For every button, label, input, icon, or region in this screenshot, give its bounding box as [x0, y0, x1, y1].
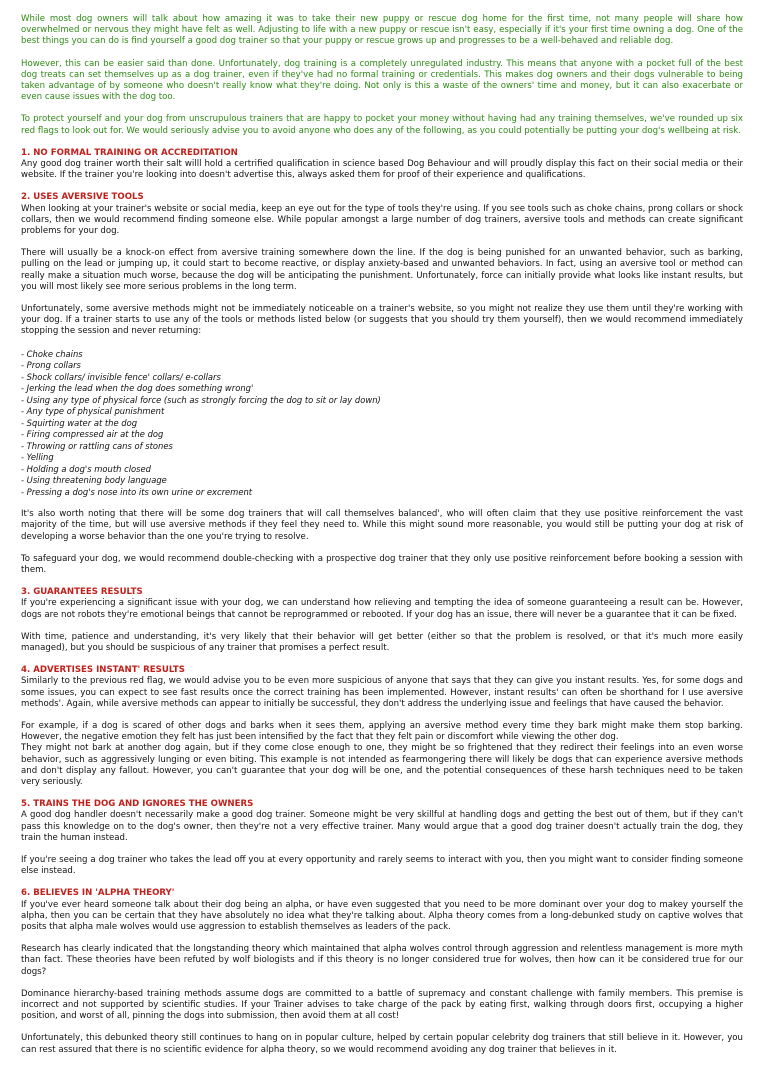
section-paragraph: With time, patience and understanding, it's very likely that their behavior will get better (either so that the problem is resolved, or that it's much more easily managed), but you should be suspicious of any trainer that promises a perfect result.: [21, 631, 743, 653]
list-item: - Shock collars/ invisible fence' collars/ e-collars: [21, 371, 221, 382]
list-item: - Prong collars: [21, 360, 81, 371]
section-paragraph: It's also worth noting that there will be some dog trainers that will call themselves balanced', who will often claim that they use positive reinforcement the vast majority of the time, but will use aversive methods if they feel they need to. While this might sound more reasonable, you would still be putting your dog at risk of developing a worse behavior than the one you're trying to resolve.: [21, 509, 743, 542]
section-paragraph: Research has clearly indicated that the longstanding theory which maintained that alpha wolves control through aggression and relentless management is more myth than fact. These theories have been refuted by wolf biologists and if this theory is no longer considered true for wolves, then how can it be considered true for our dogs?: [21, 944, 743, 977]
section-guarantees-results: [21, 587, 743, 654]
list-item: - Using threatening body language: [21, 475, 167, 486]
list-item: - Using any type of physical force (such as strongly forcing the dog to sit or lay down): [21, 394, 381, 405]
list-item: - Throwing or rattling cans of stones: [21, 440, 173, 451]
intro-paragraph: However, this can be easier said than done. Unfortunately, dog training is a completely unregulated industry. This means that anyone with a pocket full of the best dog treats can set themselves up as a dog trainer, even if they've had no formal training or credentials. This makes dog owners and their dogs vulnerable to being taken advantage of by someone who doesn't really know what they're doing. Not only is this a waste of the owners' time and money, but it can also exacerbate or even cause issues with the dog too.: [21, 58, 743, 103]
section-heading: 5. TRAINS THE DOG AND IGNORES THE OWNERS: [21, 799, 254, 810]
aversive-methods-list: [21, 349, 743, 499]
section-paragraph: For example, if a dog is scared of other dogs and barks when it sees them, applying an aversive method every time they bark might make them stop barking. However, the negative emotion they felt has just been intensified by the fact that they felt pain or discomfort while viewing the other dog.: [21, 721, 743, 743]
section-alpha-theory: [21, 888, 743, 1055]
section-paragraph: To safeguard your dog, we would recommend double-checking with a prospective dog trainer that they only use positive reinforcement before booking a session with them.: [21, 553, 743, 575]
section-paragraph: If you're experiencing a significant issue with your dog, we can understand how relieving and tempting the idea of someone guaranteeing a result can be. However, dogs are not robots they're emotional beings that cannot be reprogrammed or rebooted. If your dog has an issue, there will never be a guarantee that it can be fixed.: [21, 598, 743, 620]
section-paragraph: There will usually be a knock-on effect from aversive training somewhere down the line. If the dog is being punished for an unwanted behavior, such as barking, pulling on the lead or jumping up, it could start to become reactive, or display anxiety-based and unwanted behaviors. In fact, using an aversive tool or method can really make a situation much worse, because the dog will be anticipating the punishment. Unfortunately, force can initially provide what looks like instant results, but you will most likely see more serious problems in the long term.: [21, 248, 743, 292]
section-paragraph: They might not bark at another dog again, but if they come close enough to one, they might be so frightened that they redirect their feelings into an even worse behavior, such as aggressively lunging or even biting. This example is not intended as fearmongering there will likely be dogs that can experience aversive methods and don't display any fallout. However, you can't guarantee that your dog will be one, and the potential consequences of these harsh techniques need to be taken very seriously.: [21, 743, 743, 788]
section-paragraph: Unfortunately, some aversive methods might not be immediately noticeable on a trainer's website, so you might not realize they use them until they're working with your dog. If a trainer starts to use any of the tools or methods listed below (or suggests that you should try them yourself), then we would recommend immediately stopping the session and never returning:: [21, 304, 743, 337]
section-heading: 1. NO FORMAL TRAINING OR ACCREDITATION: [21, 147, 238, 158]
section-paragraph: If you're seeing a dog trainer who takes the lead off you at every opportunity and rarely seems to interact with you, then you might want to consider finding someone else instead.: [21, 855, 743, 877]
section-paragraph: Unfortunately, this debunked theory still continues to hang on in popular culture, helped by certain popular celebrity dog trainers that still believe in it. However, you can rest assured that there is no scientific evidence for alpha theory, so we would recommend avoiding any dog trainer that believes in it.: [21, 1033, 743, 1055]
list-item: - Pressing a dog's nose into its own urine or excrement: [21, 486, 253, 497]
list-item: - Firing compressed air at the dog: [21, 429, 164, 440]
section-heading: 2. USES AVERSIVE TOOLS: [21, 192, 144, 203]
section-ignores-owners: [21, 799, 743, 877]
section-paragraph: When looking at your trainer's website or social media, keep an eye out for the type of tools they're using. If you see tools such as choke chains, prong collars or shock collars, then we would recommend finding someone else. While popular amongst a large number of dog trainers, aversive tools and methods can create significant problems for your dog.: [21, 203, 743, 237]
section-instant-results: [21, 665, 743, 788]
section-no-formal-training: [21, 148, 743, 182]
list-item: - Holding a dog's mouth closed: [21, 463, 151, 474]
section-heading: 6. BELIEVES IN 'ALPHA THEORY': [21, 888, 175, 899]
section-paragraph: Dominance hierarchy-based training methods assume dogs are committed to a battle of supremacy and constant challenge with family members. This premise is incorrect and not supported by scientific studies. If your Trainer advises to take charge of the pack by eating first, walking through doors first, occupying a higher position, and worst of all, pinning the dogs into submission, then avoid them at all cost!: [21, 988, 743, 1022]
list-item: - Squirting water at the dog: [21, 417, 138, 428]
list-item: - Any type of physical punishment: [21, 406, 165, 417]
section-paragraph: Any good dog trainer worth their salt willl hold a certrified qualification in science based Dog Behaviour and will proudly display this fact on their social media or their website. If the trainer you're looking into doesn't advertise this, always asked them for proof of their experience and qualifications.: [21, 159, 743, 181]
list-item: - Jerking the lead when the dog does something wrong': [21, 383, 254, 394]
intro-paragraph: To protect yourself and your dog from unscrupulous trainers that are happy to pocket your money without having had any training themselves, we've rounded up six red flags to look out for. We would seriously advise you to avoid anyone who does any of the following, as you could potentially be putting your dog's wellbeing at risk.: [21, 114, 743, 136]
section-heading: 4. ADVERTISES INSTANT' RESULTS: [21, 665, 185, 676]
list-item: - Yelling: [21, 452, 54, 463]
section-paragraph: If you've ever heard someone talk about their dog being an alpha, or have even suggested that you need to be more dominant over your dog to makey yourself the alpha, then you can be certain that they have absolutely no idea what they're talking about. Alpha theory comes from a long-debunked study on captive wolves that posits that alpha male wolves would use aggression to establish themselves as leaders of the pack.: [21, 899, 743, 933]
section-paragraph: A good dog handler doesn't necessarily make a good dog trainer. Someone might be very skillful at handling dogs and getting the best out of them, but if they can't pass this knowledge on to the dog's owner, then they're not a very effective trainer. Many would argue that a good dog trainer doesn't actually train the dog, they train the human instead.: [21, 810, 743, 843]
list-item: - Choke chains: [21, 348, 83, 359]
intro-paragraph: While most dog owners will talk about how amazing it was to take their new puppy or rescue dog home for the first time, not many people will share how overwhelmed or nervous they might have felt as well. Adjusting to life with a new puppy or rescue isn't easy, especially if it's your first time owning a dog. One of the best things you can do is find yourself a good dog trainer so that your puppy or rescue grows up and progresses to be a well-behaved and reliable dog.: [21, 14, 743, 47]
intro-section: [21, 14, 743, 137]
section-paragraph: Similarly to the previous red flag, we would advise you to be even more suspicious of anyone that says that they can give you instant results. Yes, for some dogs and some issues, you can expect to see fast results once the correct training has been implemented. However, instant results' can often be shorthand for I use aversive methods'. Again, while aversive methods can appear to initially be successful, they don't address the underlying issue and feelings that have caused the behavior.: [21, 676, 743, 709]
section-aversive-tools: [21, 192, 743, 576]
section-heading: 3. GUARANTEES RESULTS: [21, 587, 143, 598]
